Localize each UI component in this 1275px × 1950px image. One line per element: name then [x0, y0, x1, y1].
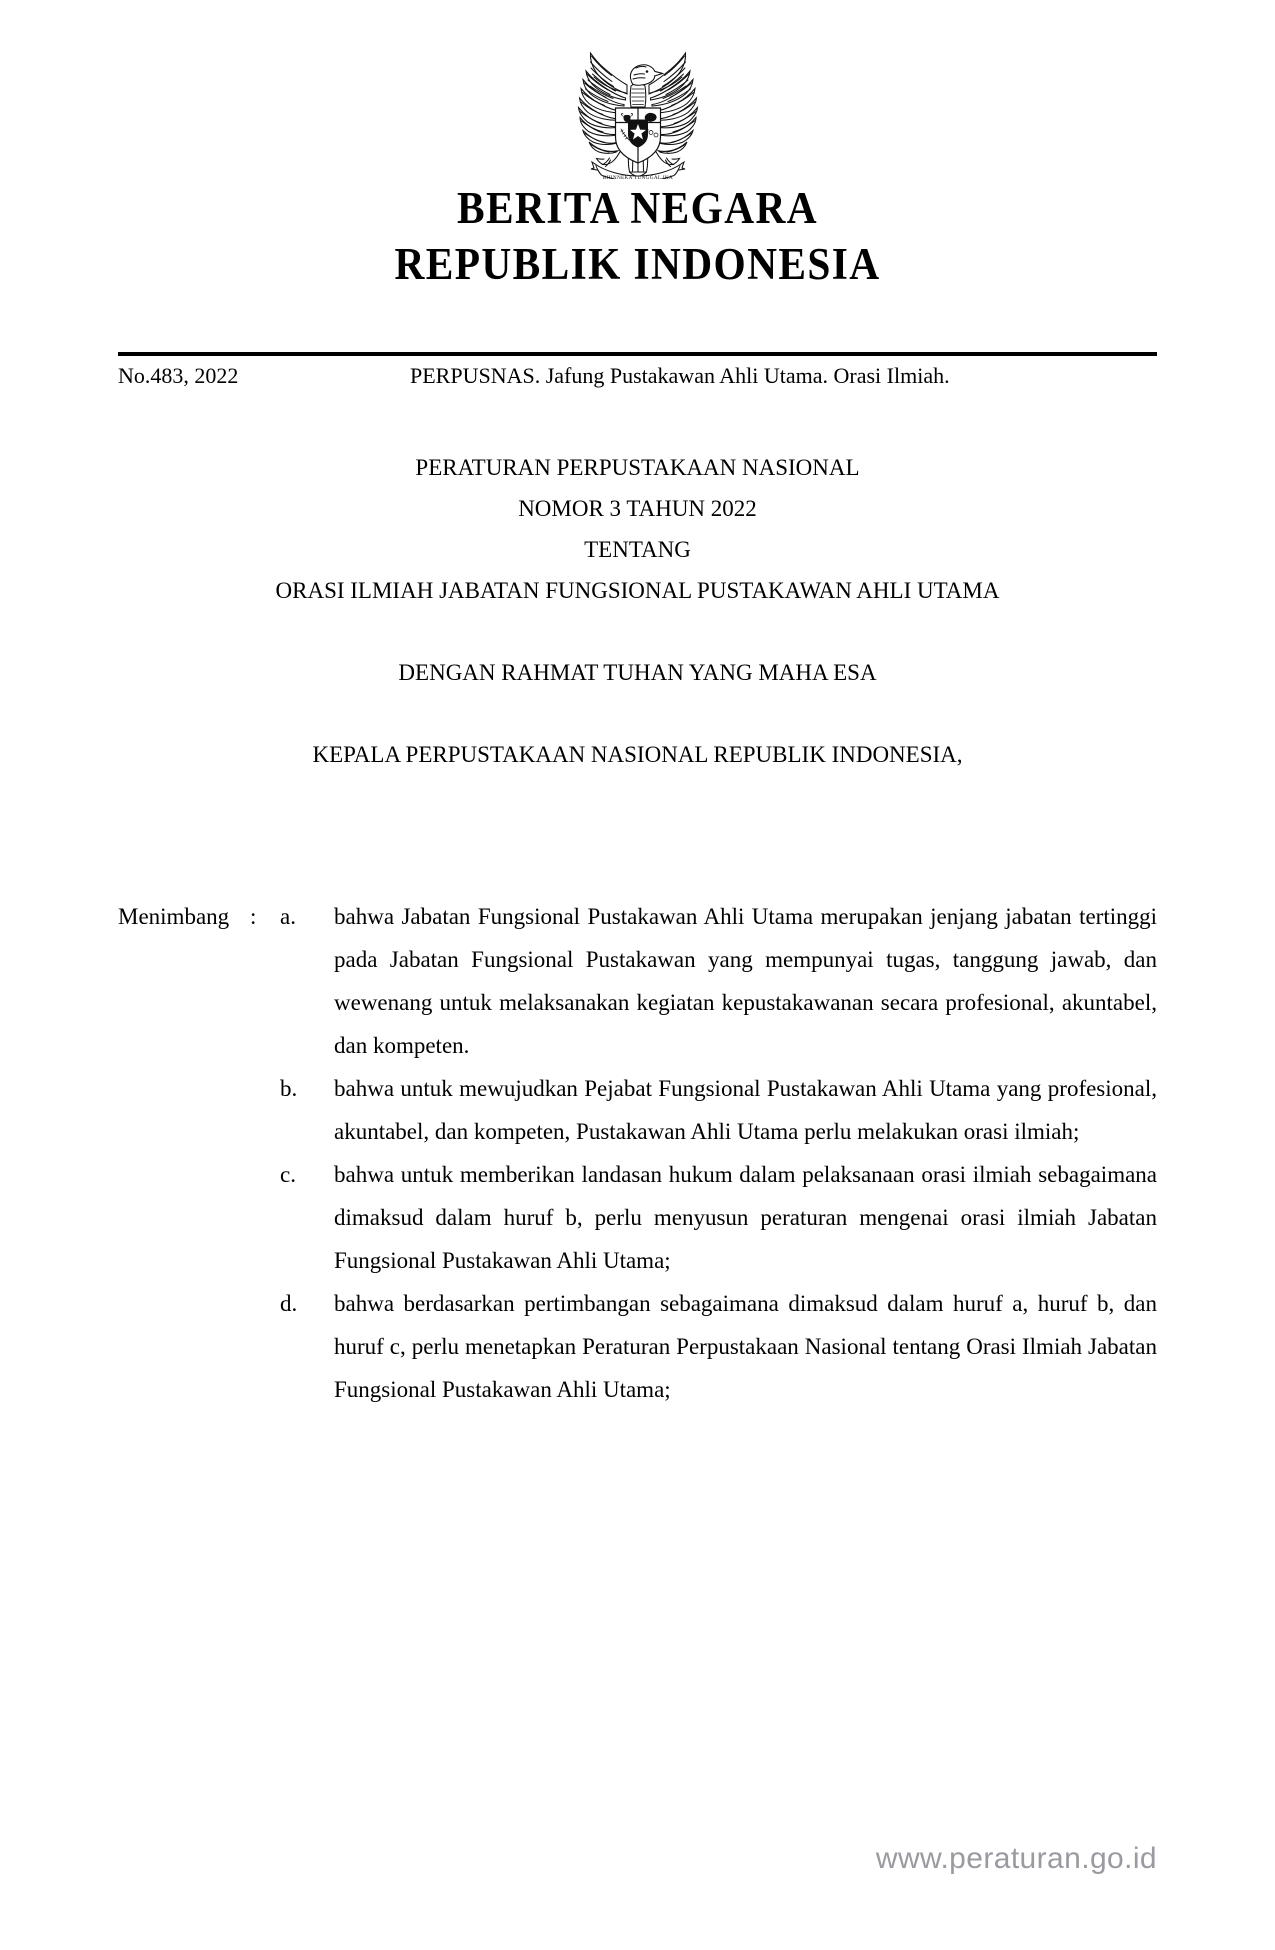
considering-item-d: [118, 1282, 1157, 1411]
considering-text-d: bahwa berdasarkan pertimbangan sebagaimana dimaksud dalam huruf a, huruf b, dan huruf c, perlu menetapkan Peraturan Perpustakaan Nasional tentang Orasi Ilmiah Jabatan Fungsional Pustakawan Ahli Utama;: [334, 1291, 1157, 1402]
title-authority: PERATURAN PERPUSTAKAAN NASIONAL: [415, 455, 860, 480]
header-identification-row: [118, 360, 1157, 391]
title-subject: ORASI ILMIAH JABATAN FUNGSIONAL PUSTAKAWAN AHLI UTAMA: [275, 578, 1000, 603]
considering-item-b: [118, 1067, 1157, 1153]
masthead: [0, 180, 1275, 292]
considering-section: [118, 895, 1157, 1411]
garuda-pancasila-emblem: [563, 34, 713, 179]
emblem-container: [0, 34, 1275, 184]
footer-watermark: www.peraturan.go.id: [875, 1842, 1157, 1875]
title-gap-upper: [118, 611, 1157, 652]
title-blessing: DENGAN RAHMAT TUHAN YANG MAHA ESA: [398, 660, 877, 685]
considering-text-a: bahwa Jabatan Fungsional Pustakawan Ahli Utama merupakan jenjang jabatan tertinggi pada Jabatan Fungsional Pustakawan yang mempunyai tugas, tanggung jawab, dan wewenang untuk melaksanakan kegiatan kepustakawanan secara profesional, akuntabel, dan kompeten.: [334, 904, 1157, 1058]
considering-label: Menimbang: [118, 904, 230, 929]
title-gap-lower: [118, 693, 1157, 734]
masthead-line-republik-indonesia: REPUBLIK INDONESIA: [394, 239, 881, 289]
title-number-year: NOMOR 3 TAHUN 2022: [518, 496, 757, 521]
masthead-line-berita-negara: BERITA NEGARA: [456, 183, 819, 233]
masthead-divider: [118, 352, 1157, 356]
considering-colon: :: [250, 904, 257, 929]
considering-text-b: bahwa untuk mewujudkan Pejabat Fungsional Pustakawan Ahli Utama yang profesional, akuntabel, dan kompeten, Pustakawan Ahli Utama perlu melakukan orasi ilmiah;: [334, 1076, 1157, 1144]
gazette-number: No.483, 2022: [118, 363, 239, 388]
title-issuer: KEPALA PERPUSTAKAAN NASIONAL REPUBLIK INDONESIA,: [312, 742, 963, 767]
considering-item-c: [118, 1153, 1157, 1282]
considering-item-a: [118, 895, 1157, 1067]
gazette-subject: PERPUSNAS. Jafung Pustakawan Ahli Utama. Orasi Ilmiah.: [410, 363, 950, 388]
title-tentang: TENTANG: [584, 537, 691, 562]
considering-marker-a: a.: [280, 904, 296, 929]
considering-marker-d: d.: [280, 1291, 298, 1316]
considering-marker-c: c.: [280, 1162, 296, 1187]
regulation-title-block: [118, 447, 1157, 775]
considering-marker-b: b.: [280, 1076, 298, 1101]
svg-text:BHINNEKA TUNGGAL IKA: BHINNEKA TUNGGAL IKA: [602, 175, 673, 179]
considering-text-c: bahwa untuk memberikan landasan hukum dalam pelaksanaan orasi ilmiah sebagaimana dimaksud dalam huruf b, perlu menyusun peraturan mengenai orasi ilmiah Jabatan Fungsional Pustakawan Ahli Utama;: [334, 1162, 1157, 1273]
